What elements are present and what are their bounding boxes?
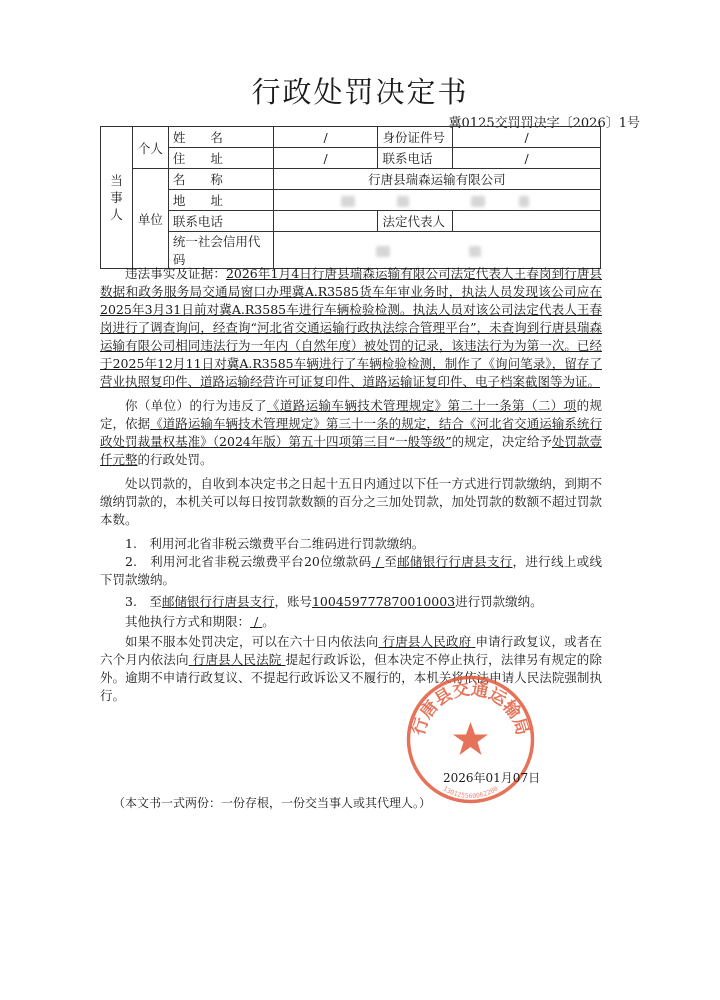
violation-text-2: 的规定，依据 (100, 398, 602, 431)
unit-name-value: 行唐县瑞森运输有限公司 (273, 169, 600, 190)
facts-lead: 违法事实及证据： (125, 266, 226, 281)
unit-legal-rep-value (453, 211, 601, 232)
official-seal (403, 672, 541, 807)
penalty-basis: 《道路运输车辆技术管理规定》第三十一条的规定，结合《河北省交通运输系统行政处罚裁量权基准》（2024年版）第五十四项第三目“一般等级” (100, 416, 602, 449)
individual-address-value: / (273, 148, 378, 169)
violation-text-1: 你（单位）的行为违反了 (125, 398, 267, 413)
penalty-amount: 处罚款壹仟元整 (100, 434, 602, 467)
payment-method-2-text-3: ，进行线上或线下罚款缴纳。 (100, 554, 602, 587)
individual-id-label: 身份证件号 (378, 127, 453, 148)
violation-paragraph (100, 397, 602, 469)
unit-legal-rep-label: 法定代表人 (378, 211, 453, 232)
appeal-text-3: 提起行政诉讼，但本决定不停止执行，法律另有规定的除外。逾期不申请行政复议、不提起行政诉讼又不履行的，本机关将依法申请人民法院强制执行。 (100, 652, 602, 703)
payment-method-2 (100, 553, 602, 589)
individual-phone-label: 联系电话 (378, 148, 453, 169)
payment-intro: 处以罚款的，自收到本决定书之日起十五日内通过以下任一方式进行罚款缴纳，到期不缴纳罚款的，本机关可以每日按罚款数额的百分之三加处罚款，加处罚款的数额不超过罚款本数。 (100, 476, 602, 527)
individual-label: 个人 (137, 140, 163, 156)
payment-bank-1: 邮储银行行唐县支行 (397, 554, 513, 569)
individual-name-value: / (273, 127, 378, 148)
payment-method-3-text-3: 进行罚款缴纳。 (455, 594, 543, 609)
seal-text: 行唐县交通运输局 (408, 679, 533, 738)
unit-phone-value (273, 211, 378, 232)
payment-method-1: 1. 利用河北省非税云缴费平台二维码进行罚款缴纳。 (125, 536, 425, 551)
unit-credit-code-value-redacted (273, 232, 600, 269)
seal-star-icon (453, 722, 488, 755)
payment-bank-2: 邮储银行行唐县支行 (161, 594, 275, 609)
payment-method-3-text-1: 3. 至 (125, 594, 162, 609)
unit-address-value-redacted (273, 190, 600, 211)
payment-method-2-text-2: 至 (384, 554, 398, 569)
individual-id-value: / (453, 127, 601, 148)
individual-name-label: 姓 名 (168, 127, 273, 148)
unit-address-label: 地 址 (168, 190, 273, 211)
violated-law: 《道路运输车辆技术管理规定》第二十一条第（二）项 (266, 398, 577, 413)
individual-label-cell (132, 127, 168, 169)
payment-method-2-text-1: 2. 利用河北省非税云缴费平台20位缴款码 (125, 554, 372, 569)
individual-address-label: 住 址 (168, 148, 273, 169)
payment-code: / (375, 554, 380, 569)
appeal-text-2: 申请行政复议，或者在六个月内依法向 (100, 634, 602, 667)
individual-phone-value: / (453, 148, 601, 169)
unit-label: 单位 (137, 211, 163, 227)
facts-paragraph (100, 265, 602, 391)
payment-method-3 (100, 593, 602, 611)
unit-label-cell (132, 169, 168, 269)
unit-credit-code-label: 统一社会信用代码 (168, 232, 273, 269)
party-info-table (100, 126, 601, 269)
document-body (100, 265, 602, 705)
unit-name-label: 名 称 (168, 169, 273, 190)
appeal-court: 行唐县人民法院 (192, 652, 282, 667)
facts-text: 2026年1月4日行唐县瑞森运输有限公司法定代表人王春岗到行唐县数据和政务服务局交通局窗口办理冀A.R3585货车年审业务时，执法人员发现该公司应在2025年3月31日前对冀A.R3585车进行车辆检验检测。执法人员对该公司法定代表人王春岗进行了调查询问，经查询“河北省交通运输行政执法综合管理平台”，未查询到行唐县瑞森运输有限公司相同违法行为一年内（自然年度）被处罚的记录，该违法行为为第一次。已经于2025年12月11日对冀A.R3585车辆进行了车辆检验检测，制作了《询问笔录》，留存了营业执照复印件、道路运输经营许可证复印件、道路运输证复印件、电子档案截图等为证。 (100, 266, 602, 389)
footer-note: （本文书一式两份：一份存根，一份交当事人或其代理人。） (113, 796, 432, 810)
party-label: 当事人 (110, 173, 123, 222)
document-number: 冀0125交罚罚决字〔2026〕1号 (448, 116, 640, 131)
unit-phone-label: 联系电话 (168, 211, 273, 232)
other-execution: 其他执行方式和期限： / 。 (125, 614, 275, 629)
payment-account: 100459777870010003 (311, 594, 456, 609)
seal-number: 130125560062200 (441, 784, 500, 801)
payment-method-3-text-2: ，账号 (274, 594, 312, 609)
other-execution-label: 其他执行方式和期限： (125, 614, 251, 629)
party-label-cell (101, 127, 133, 269)
violation-text-3: 的规定，决定给予 (451, 434, 552, 449)
document-title: 行政处罚决定书 (251, 75, 469, 109)
appeal-text-1: 如果不服本处罚决定，可以在六十日内依法向 (125, 634, 379, 649)
violation-text-4: 的行政处罚。 (137, 452, 213, 467)
issue-date: 2026年01月07日 (443, 771, 541, 785)
other-execution-value: / (254, 614, 259, 629)
appeal-government: 行唐县人民政府 (382, 634, 472, 649)
